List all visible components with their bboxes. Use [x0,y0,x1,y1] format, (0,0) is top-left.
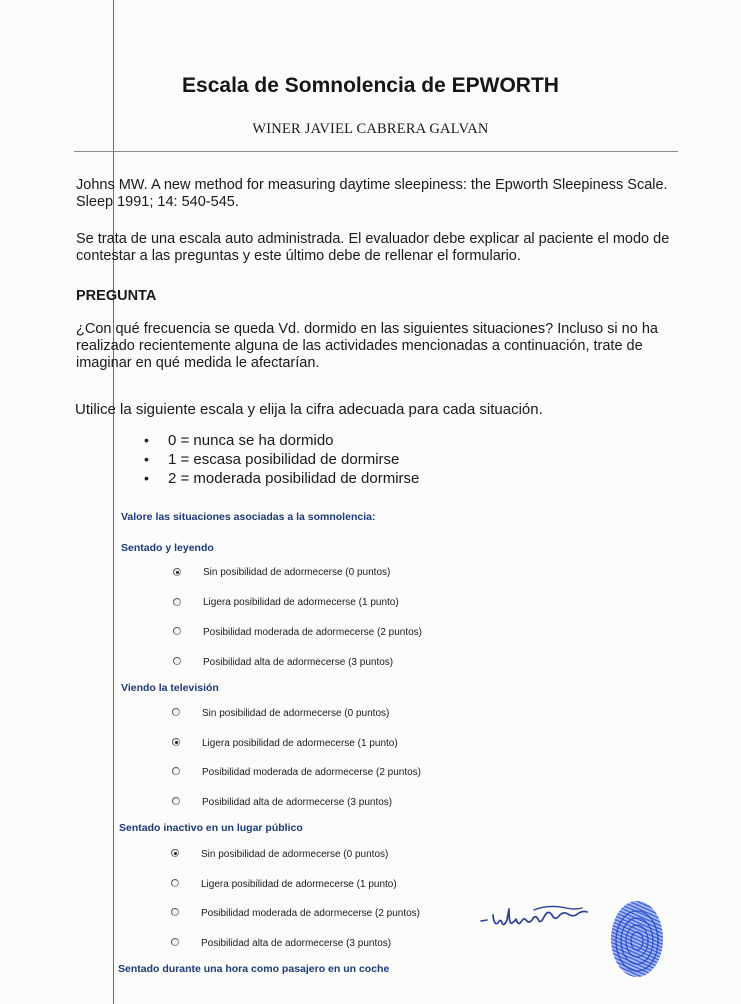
reference-paragraph: Johns MW. A new method for measuring daytime sleepiness: the Epworth Sleepiness Scale. Sleep 1991; 14: 540-545. [76,177,668,210]
section-title-car: Sentado durante una hora como pasajero en un coche [118,963,390,975]
section-title-reading: Sentado y leyendo [121,542,214,554]
option-label: Posibilidad moderada de adormecerse (2 puntos) [203,627,423,638]
question-paragraph: ¿Con qué frecuencia se queda Vd. dormido en las siguientes situaciones? Incluso si no ha realizado recientemente alguna de las actividades mencionadas a continuación, trate de imaginar en qué medida le afectarían. [76,321,658,371]
scale-item: • 2 = moderada posibilidad de dormirse [144,469,419,488]
option-label: Ligera posibilidad de adormecerse (1 punto) [203,597,399,608]
option-label: Ligera posibilidad de adormecerse (1 punto) [201,879,397,890]
radio-reading-1[interactable] [173,598,181,606]
scale-instruction: Utilice la siguiente escala y elija la cifra adecuada para cada situación. [75,401,543,418]
option-label: Ligera posibilidad de adormecerse (1 punto) [202,738,398,749]
radio-public-0[interactable] [171,849,179,857]
radio-tv-2[interactable] [172,767,180,775]
option-label: Posibilidad moderada de adormecerse (2 puntos) [201,908,421,919]
section-title-tv: Viendo la televisión [121,682,219,694]
option-label: Posibilidad moderada de adormecerse (2 puntos) [202,767,422,778]
form-heading: Valore las situaciones asociadas a la somnolencia: [121,511,376,523]
radio-reading-3[interactable] [173,657,181,665]
scale-item: • 1 = escasa posibilidad de dormirse [144,450,419,469]
radio-tv-1[interactable] [172,738,180,746]
option-label: Posibilidad alta de adormecerse (3 puntos) [201,938,392,949]
option-label: Posibilidad alta de adormecerse (3 puntos) [202,797,393,808]
scale-list [144,431,419,488]
header-divider [74,151,678,152]
radio-public-3[interactable] [171,938,179,946]
intro-paragraph: Se trata de una escala auto administrada. El evaluador debe explicar al paciente el modo de contestar a las preguntas y este último debe de rellenar el formulario. [76,231,670,264]
option-label: Sin posibilidad de adormecerse (0 puntos) [201,849,389,860]
question-heading: PREGUNTA [76,288,157,304]
radio-reading-2[interactable] [173,627,181,635]
radio-public-1[interactable] [171,879,179,887]
author-name: WINER JAVIEL CABRERA GALVAN [252,121,489,137]
radio-tv-0[interactable] [172,708,180,716]
radio-public-2[interactable] [171,908,179,916]
radio-reading-0[interactable] [173,568,181,576]
option-label: Sin posibilidad de adormecerse (0 puntos) [203,567,391,578]
section-title-public: Sentado inactivo en un lugar público [119,822,303,834]
option-label: Posibilidad alta de adormecerse (3 puntos) [203,657,394,668]
option-label: Sin posibilidad de adormecerse (0 puntos) [202,708,390,719]
signature-icon [478,895,590,935]
radio-tv-3[interactable] [172,797,180,805]
document-title: Escala de Somnolencia de EPWORTH [182,74,559,97]
fingerprint-icon [608,898,666,980]
scale-item: • 0 = nunca se ha dormido [144,431,419,450]
